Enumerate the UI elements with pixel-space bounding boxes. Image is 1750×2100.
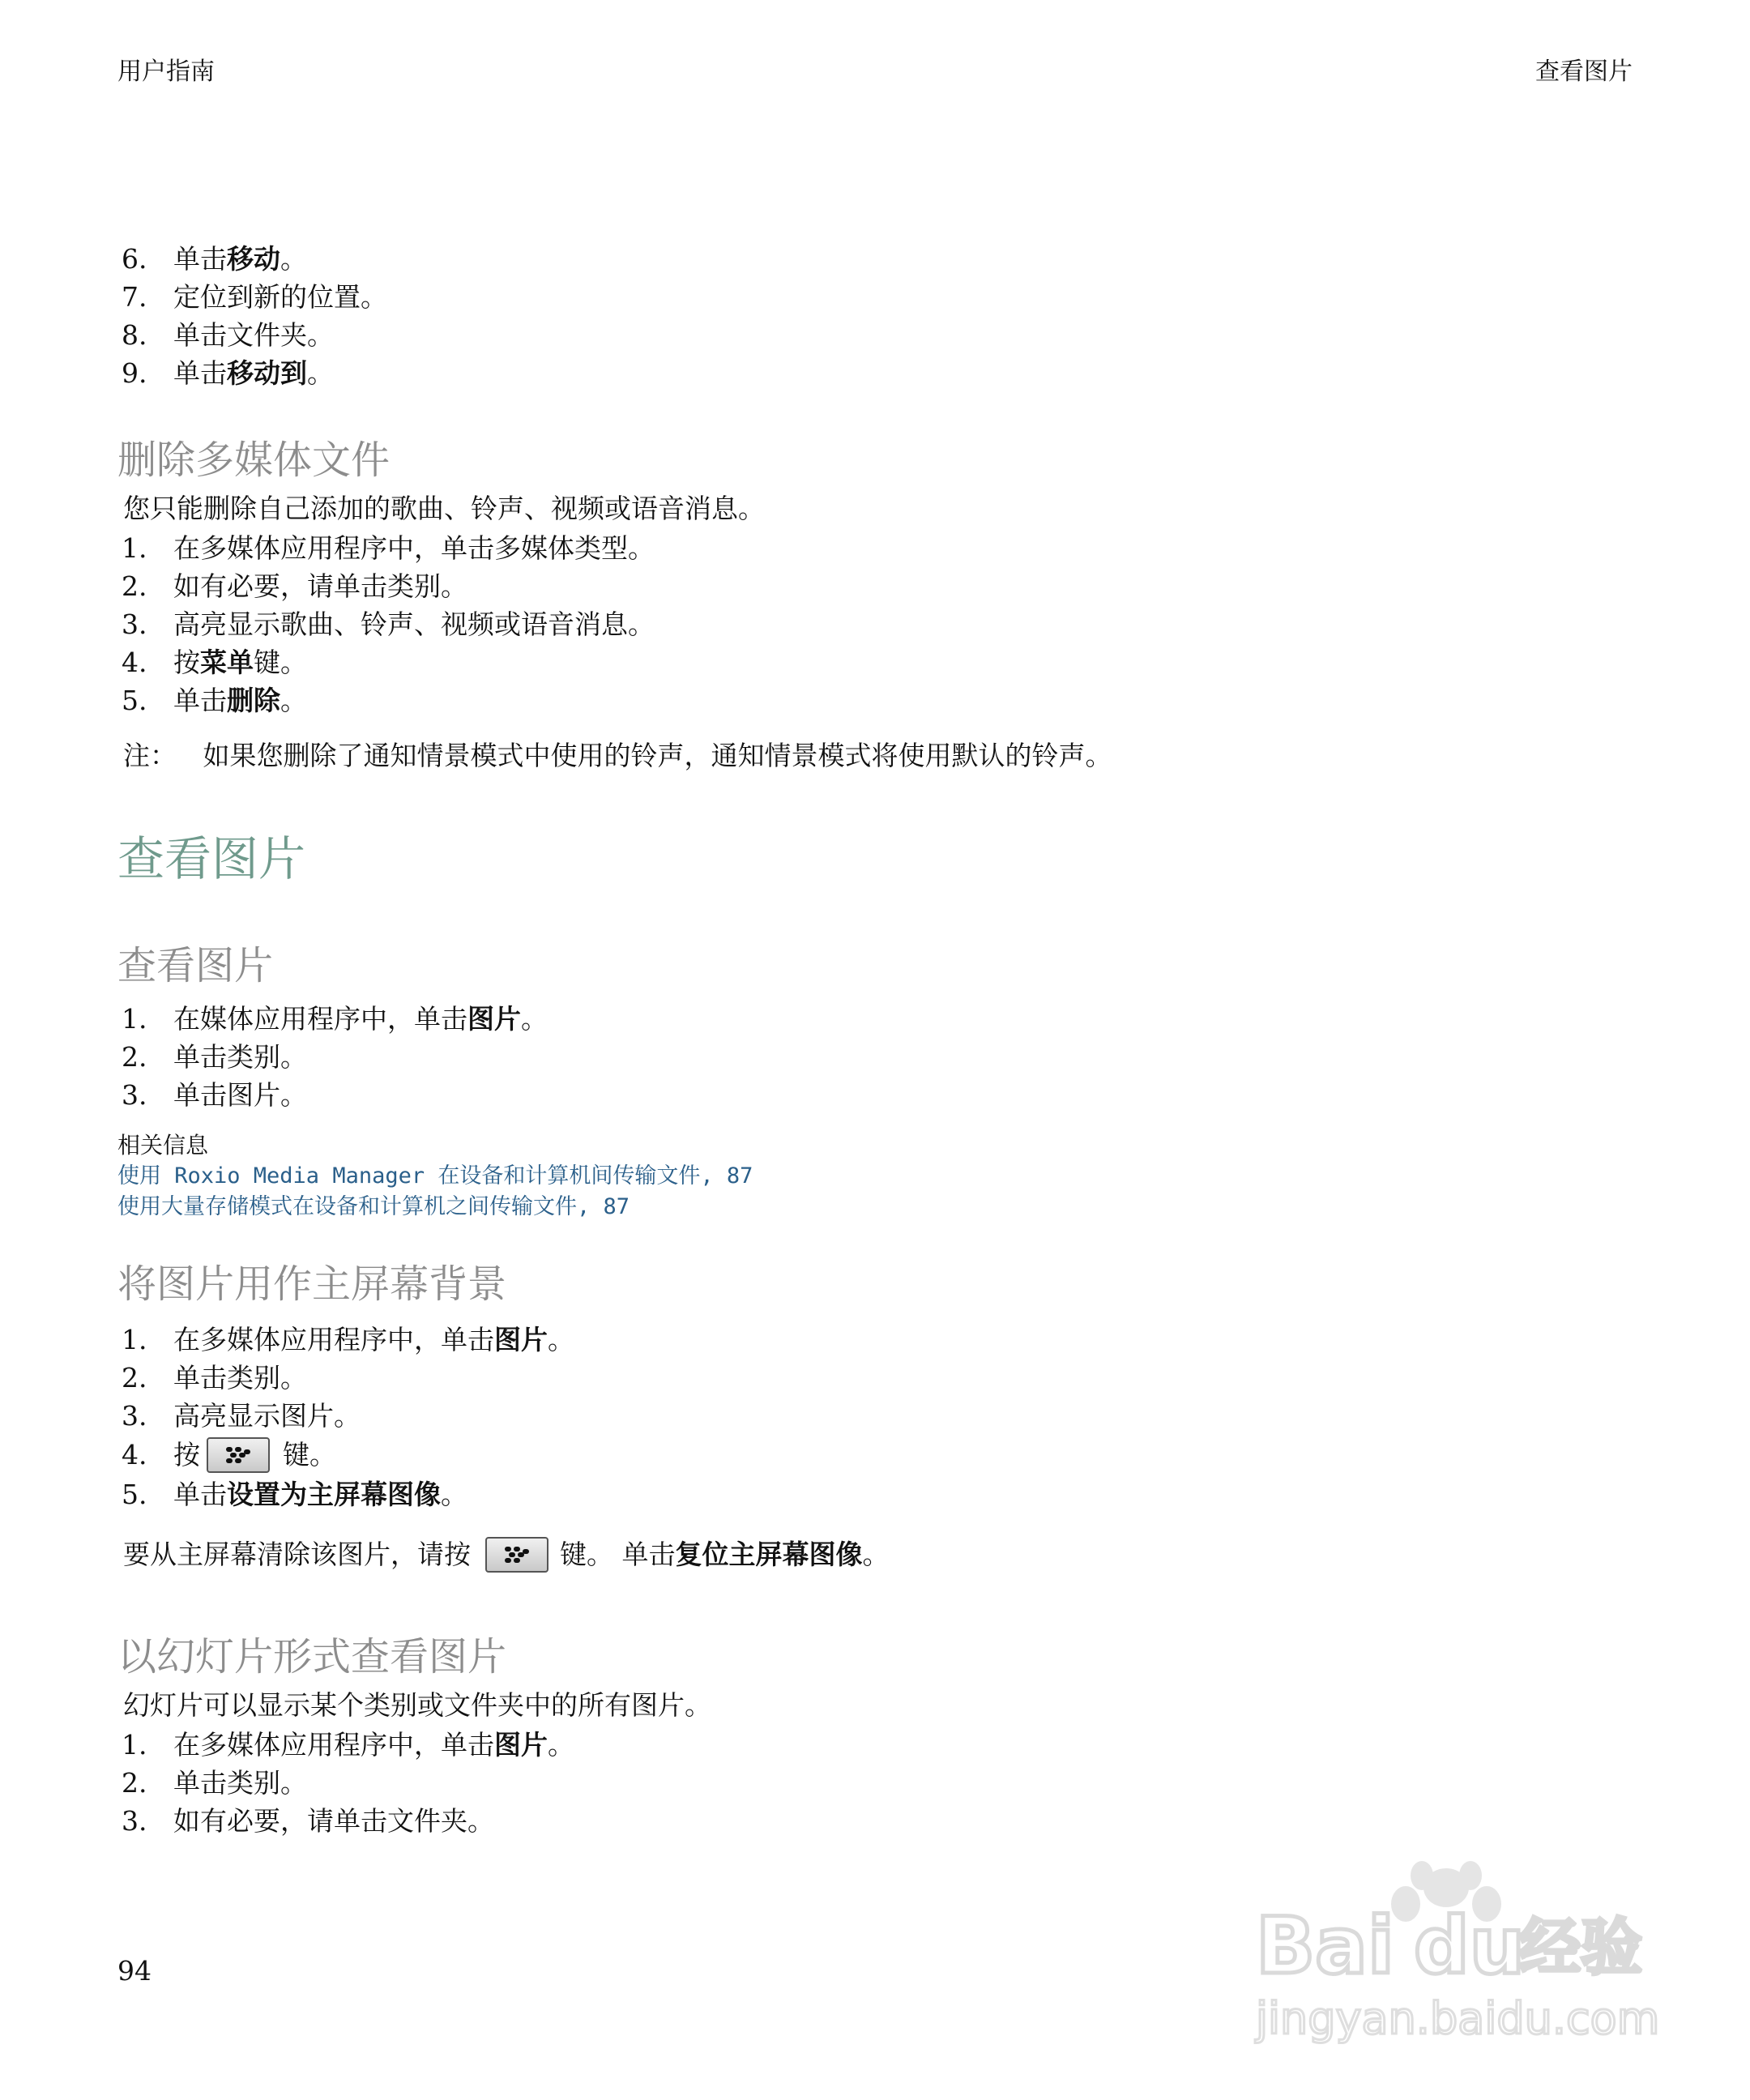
list-item: 5. 单击 设置为主屏幕图像 。 xyxy=(122,1478,467,1510)
list-item: 3. 单击图片。 xyxy=(122,1078,307,1111)
svg-text:jingyan.baidu.com: jingyan.baidu.com xyxy=(1256,1993,1660,2044)
section-heading-slideshow: 以幻灯片形式查看图片 xyxy=(117,1634,507,1680)
list-item: 1. 在多媒体应用程序中，单击多媒体类型。 xyxy=(122,531,655,564)
baidu-jingyan-watermark xyxy=(1240,1839,1661,2050)
list-item: 4. 按 键。 xyxy=(122,1435,574,1475)
list-item: 7. 定位到新的位置。 xyxy=(122,280,387,313)
svg-text:Bai: Bai xyxy=(1256,1901,1394,1991)
note-text: 如果您删除了通知情景模式中使用的铃声，通知情景模式将使用默认的铃声。 xyxy=(203,740,1112,771)
svg-text:du: du xyxy=(1414,1901,1526,1991)
chapter-title: 查看图片 xyxy=(117,831,306,886)
blackberry-menu-key-icon xyxy=(207,1437,270,1473)
list-item: 6. 单击 移动 。 xyxy=(122,242,307,275)
list-item: 5. 单击 删除 。 xyxy=(122,684,307,716)
section-heading-view: 查看图片 xyxy=(117,943,274,988)
move-steps-list xyxy=(122,240,387,392)
list-item: 3. 如有必要，请单击文件夹。 xyxy=(122,1804,494,1837)
slideshow-steps-list xyxy=(122,1726,574,1840)
delete-intro: 您只能删除自己添加的歌曲、铃声、视频或语音消息。 xyxy=(123,493,765,524)
list-item: 2. 如有必要，请单击类别。 xyxy=(122,570,467,602)
view-steps-list xyxy=(122,1000,548,1114)
list-item: 1. 在媒体应用程序中，单击 图片 。 xyxy=(122,1002,548,1035)
list-item: 4. 按 菜单 键。 xyxy=(122,646,307,678)
list-item: 2. 单击类别。 xyxy=(122,1766,307,1799)
wallpaper-tip: 要从主屏幕清除该图片，请按 键。 单击 复位主屏幕图像 。 xyxy=(123,1536,890,1573)
section-heading-delete: 删除多媒体文件 xyxy=(117,438,391,483)
note-label: 注： xyxy=(123,740,177,771)
slideshow-intro: 幻灯片可以显示某个类别或文件夹中的所有图片。 xyxy=(123,1689,711,1721)
baidu-paw-logo-icon xyxy=(1240,1839,1661,2050)
running-header-left: 用户指南 xyxy=(117,58,215,86)
list-item: 3. 高亮显示图片。 xyxy=(122,1399,361,1432)
blackberry-menu-key-icon xyxy=(485,1537,548,1573)
related-link-mass-storage[interactable]: 使用大量存储模式在设备和计算机之间传输文件, 87 xyxy=(117,1194,630,1219)
list-item: 9. 单击 移动到 。 xyxy=(122,356,334,389)
svg-text:经验: 经验 xyxy=(1519,1911,1642,1983)
page-number: 94 xyxy=(117,1955,152,1987)
running-header-right: 查看图片 xyxy=(1535,58,1633,86)
list-item: 1. 在多媒体应用程序中，单击 图片 。 xyxy=(122,1728,574,1761)
delete-steps-list xyxy=(122,529,655,719)
list-item: 2. 单击类别。 xyxy=(122,1040,307,1073)
delete-note xyxy=(123,737,1112,775)
list-item: 8. 单击文件夹。 xyxy=(122,318,334,351)
list-item: 2. 单击类别。 xyxy=(122,1361,307,1394)
section-heading-wallpaper: 将图片用作主屏幕背景 xyxy=(117,1261,507,1307)
list-item: 1. 在多媒体应用程序中，单击 图片 。 xyxy=(122,1323,574,1355)
related-link-roxio[interactable]: 使用 Roxio Media Manager 在设备和计算机间传输文件, 87 xyxy=(117,1163,753,1189)
wallpaper-steps-list xyxy=(122,1321,574,1513)
related-info-title: 相关信息 xyxy=(117,1132,209,1159)
list-item: 3. 高亮显示歌曲、铃声、视频或语音消息。 xyxy=(122,608,655,640)
